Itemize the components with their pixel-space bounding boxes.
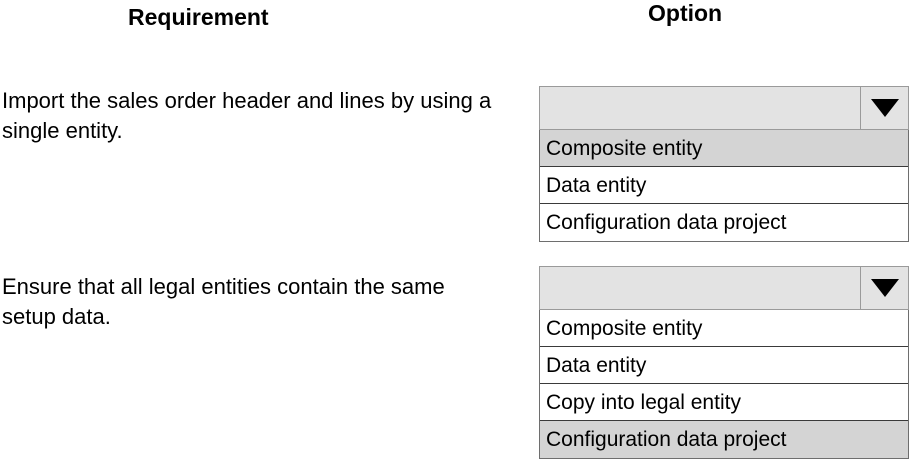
dropdown-2-options [539, 310, 909, 459]
requirement-text-2: Ensure that all legal entities contain the same setup data. [2, 274, 445, 329]
dropdown-1-options [539, 130, 909, 242]
dropdown-group-1 [539, 86, 909, 242]
chevron-down-icon[interactable] [860, 87, 908, 129]
dropdown-group-2 [539, 266, 909, 459]
dropdown-2-option-4[interactable]: Configuration data project [540, 421, 908, 458]
dropdown-1-option-3[interactable]: Configuration data project [540, 204, 908, 241]
dropdown-2-option-2[interactable]: Data entity [540, 347, 908, 384]
dropdown-1-option-1[interactable]: Composite entity [540, 130, 908, 167]
dropdown-1[interactable] [539, 86, 909, 130]
chevron-down-icon[interactable] [860, 267, 908, 309]
dropdown-2-option-3[interactable]: Copy into legal entity [540, 384, 908, 421]
requirement-text-1: Import the sales order header and lines by using a single entity. [2, 88, 492, 143]
dropdown-1-option-2[interactable]: Data entity [540, 167, 908, 204]
column-header-option: Option [648, 0, 723, 26]
dropdown-2-option-1[interactable]: Composite entity [540, 310, 908, 347]
dropdown-2[interactable] [539, 266, 909, 310]
column-header-requirement: Requirement [128, 4, 269, 30]
